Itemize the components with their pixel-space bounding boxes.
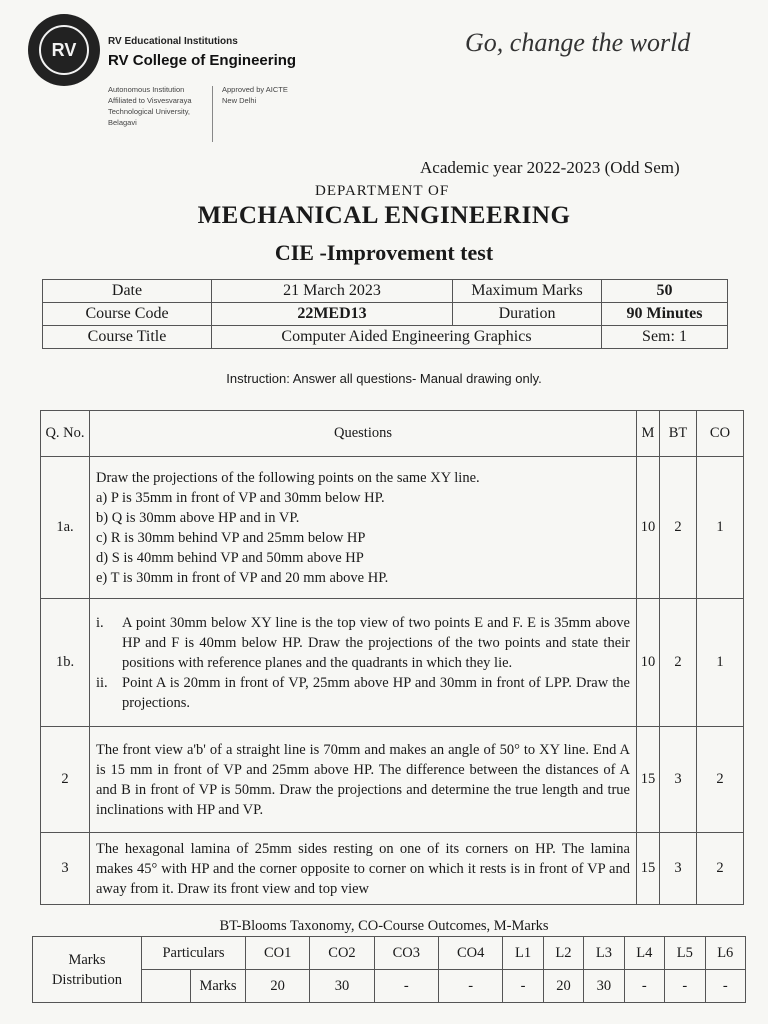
department-title: MECHANICAL ENGINEERING (197, 202, 571, 229)
course-code-label: Course Code (43, 303, 212, 326)
college-logo (28, 14, 100, 86)
header-bt: BT (660, 411, 697, 457)
marks-cell: - (503, 970, 543, 1003)
question-bt: 2 (660, 599, 697, 727)
question-bt: 3 (660, 727, 697, 833)
table-row (33, 937, 746, 970)
department-label: DEPARTMENT OF (315, 183, 450, 199)
header-co: CO (697, 411, 744, 457)
column-header: L5 (665, 937, 705, 970)
question-bt: 3 (660, 833, 697, 905)
college-name: RV College of Engineering (108, 52, 297, 69)
header-divider (212, 86, 213, 142)
legend-footnote: BT-Blooms Taxonomy, CO-Course Outcomes, M-Marks (219, 918, 549, 934)
course-title-value: Computer Aided Engineering Graphics (212, 326, 602, 349)
question-line: Draw the projections of the following points on the same XY line. (96, 469, 480, 486)
sub-question-text: A point 30mm below XY line is the top view of two points E and F. E is 35mm above HP and F is 40mm below HP. Draw the projections of the two points and state their positions with reference planes and the quadrants in which they lie. (122, 614, 630, 671)
marks-cell: 30 (584, 970, 624, 1003)
question-line: b) Q is 30mm above HP and in VP. (96, 509, 300, 526)
column-header: CO1 (246, 937, 310, 970)
question-line: c) R is 30mm behind VP and 25mm below HP (96, 529, 366, 546)
course-code-value: 22MED13 (212, 303, 453, 326)
question-number: 1b. (41, 599, 90, 727)
marks-label: Marks (191, 970, 246, 1003)
question-line: d) S is 40mm behind VP and 50mm above HP (96, 549, 364, 566)
duration-label: Duration (453, 303, 602, 326)
table-header-row (41, 411, 744, 457)
column-header: L4 (624, 937, 664, 970)
question-number: 1a. (41, 457, 90, 599)
question-marks: 10 (637, 457, 660, 599)
marks-cell: - (374, 970, 438, 1003)
duration-value: 90 Minutes (602, 303, 728, 326)
table-row (43, 280, 728, 303)
date-value: 21 March 2023 (212, 280, 453, 303)
institution-group: RV Educational Institutions (108, 36, 238, 47)
column-header: L1 (503, 937, 543, 970)
tagline: Go, change the world (465, 28, 691, 57)
question-co: 2 (697, 833, 744, 905)
question-co: 2 (697, 727, 744, 833)
max-marks-label: Maximum Marks (453, 280, 602, 303)
questions-table (40, 410, 744, 905)
test-title: CIE -Improvement test (274, 240, 494, 265)
question-row-1a (41, 457, 744, 599)
date-label: Date (43, 280, 212, 303)
marks-cell: 20 (543, 970, 583, 1003)
sub-question-number: ii. (96, 674, 108, 691)
marks-cell: - (665, 970, 705, 1003)
max-marks-value: 50 (602, 280, 728, 303)
question-co: 1 (697, 457, 744, 599)
marks-cell: - (624, 970, 664, 1003)
semester-value: Sem: 1 (602, 326, 728, 349)
question-row-1b (41, 599, 744, 727)
question-text: The hexagonal lamina of 25mm sides resting on one of its corners on HP. The lamina makes 45° with HP and the corner opposite to corner on which it rests is in front of VP and away from it. Draw its front view and top view (90, 833, 637, 905)
course-title-label: Course Title (43, 326, 212, 349)
marks-cell: 30 (310, 970, 374, 1003)
marks-cell: 20 (246, 970, 310, 1003)
column-header: CO3 (374, 937, 438, 970)
marks-cell: - (438, 970, 502, 1003)
course-info-table (42, 279, 728, 349)
table-row (43, 303, 728, 326)
blank-cell (142, 970, 191, 1003)
sub-question (96, 673, 630, 713)
question-marks: 15 (637, 727, 660, 833)
header-marks: M (637, 411, 660, 457)
question-marks: 15 (637, 833, 660, 905)
instruction: Instruction: Answer all questions- Manual drawing only. (226, 371, 542, 386)
marks-distribution-table (32, 936, 746, 1003)
logo-monogram: RV (39, 25, 89, 75)
question-text (90, 599, 637, 727)
approval-text: Approved by AICTE New Delhi (222, 85, 288, 105)
question-number: 3 (41, 833, 90, 905)
column-header: L3 (584, 937, 624, 970)
table-row (43, 326, 728, 349)
sub-question (96, 613, 630, 673)
header-qno: Q. No. (41, 411, 90, 457)
particulars-label: Particulars (142, 937, 246, 970)
marks-cell: - (705, 970, 746, 1003)
affiliation-text: Autonomous Institution Affiliated to Visvesvaraya Technological University, Belagavi (108, 85, 192, 127)
sub-question-text: Point A is 20mm in front of VP, 25mm above HP and 30mm in front of LPP. Draw the projections. (122, 674, 630, 711)
header-questions: Questions (90, 411, 637, 457)
marks-distribution-label: Marks Distribution (33, 937, 142, 1003)
column-header: L6 (705, 937, 746, 970)
column-header: CO2 (310, 937, 374, 970)
question-bt: 2 (660, 457, 697, 599)
question-number: 2 (41, 727, 90, 833)
column-header: L2 (543, 937, 583, 970)
question-text (90, 457, 637, 599)
academic-year: Academic year 2022-2023 (Odd Sem) (420, 158, 680, 177)
question-row-3 (41, 833, 744, 905)
question-marks: 10 (637, 599, 660, 727)
question-line: a) P is 35mm in front of VP and 30mm below HP. (96, 489, 385, 506)
column-header: CO4 (438, 937, 502, 970)
question-co: 1 (697, 599, 744, 727)
question-text: The front view a'b' of a straight line is 70mm and makes an angle of 50° to XY line. End A is 15 mm in front of VP and 25mm above HP. The difference between the distances of A and B in front of VP is 50mm. Draw the projections and determine the true length and true inclinations with HP and VP. (90, 727, 637, 833)
sub-question-number: i. (96, 614, 104, 631)
question-line: e) T is 30mm in front of VP and 20 mm above HP. (96, 569, 389, 586)
question-row-2 (41, 727, 744, 833)
